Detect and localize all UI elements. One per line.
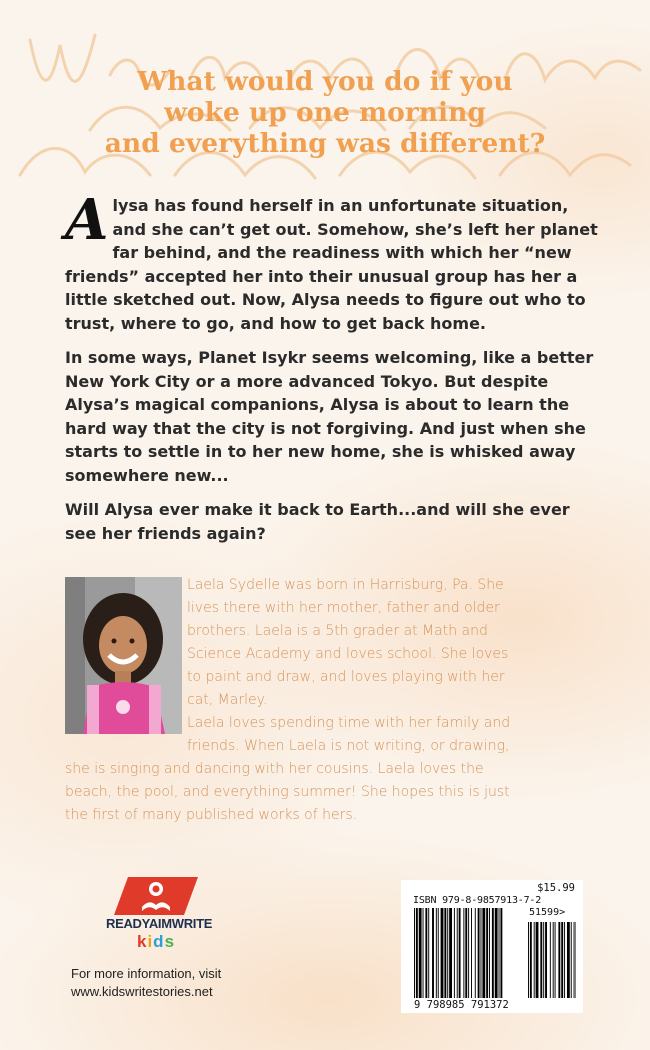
headline-line-3: and everything was different? <box>104 128 546 159</box>
barcode-bar <box>432 908 434 998</box>
barcode-bar <box>457 908 458 998</box>
isbn-number: ISBN 979-8-9857913-7-2 <box>413 895 542 906</box>
kids-letter-s: s <box>164 932 176 951</box>
barcode-addon-bar <box>530 922 532 998</box>
kids-letter-i: i <box>147 932 154 951</box>
publisher-info <box>71 965 221 1001</box>
barcode-bar <box>495 908 498 998</box>
bio-line: Science Academy and loves school. She loves <box>187 646 509 662</box>
isbn-barcode <box>401 880 583 1013</box>
blurb-paragraph-1-text: lysa has found herself in an unfortunate situation, and she can’t get out. Somehow, she’s left her planet far behind, and the readiness with which her “new friends” accepted her into their unusual group has her a little sketched out. Now, Alysa needs to figure out who to trust, where to go, and how to get back home. <box>65 196 598 333</box>
drop-cap: A <box>65 187 109 253</box>
headline <box>40 66 610 159</box>
blurb-paragraph-3: Will Alysa ever make it back to Earth...and will she ever see her friends again? <box>65 500 570 543</box>
barcode-bar <box>489 908 490 998</box>
barcode-bar <box>492 908 494 998</box>
barcode-bar <box>425 908 427 998</box>
barcode-bar <box>436 908 437 998</box>
bio-line: beach, the pool, and everything summer! She hopes this is just <box>65 784 510 800</box>
bio-line: brothers. Laela is a 5th grader at Math and <box>187 623 488 639</box>
bio-line: to paint and draw, and loves playing with her <box>187 669 505 685</box>
barcode-bar <box>444 908 446 998</box>
bio-line: Laela Sydelle was born in Harrisburg, Pa. She <box>187 577 504 593</box>
barcode-addon-bar <box>567 922 570 998</box>
barcode-bar <box>447 908 448 998</box>
barcode-addon-bar <box>555 922 556 998</box>
barcode-addon-bar <box>571 922 572 998</box>
author-bio <box>65 574 535 827</box>
barcode-bar <box>423 908 424 998</box>
barcode-addon-bar <box>545 922 547 998</box>
publisher-name: READYAIMWRITE <box>106 916 213 931</box>
barcode-addon-bar <box>534 922 535 998</box>
barcode-bar <box>449 908 452 998</box>
barcode-bar <box>454 908 455 998</box>
barcode-bar <box>486 908 488 998</box>
barcode-addon-bar <box>558 922 560 998</box>
barcode-bar <box>465 908 467 998</box>
headline-line-2: woke up one morning <box>164 97 486 128</box>
barcode-addon-bar <box>576 922 577 998</box>
kids-letter-k: k <box>136 932 148 951</box>
bio-line: friends. When Laela is not writing, or drawing, <box>187 738 510 754</box>
bio-line: cat, Marley. <box>187 692 268 708</box>
bio-line: she is singing and dancing with her cousins. Laela loves the <box>65 761 484 777</box>
bio-line: lives there with her mother, father and older <box>187 600 500 616</box>
barcode-addon-bar <box>528 922 529 998</box>
barcode-bar <box>419 908 422 998</box>
barcode-bar <box>438 908 439 998</box>
barcode-bar <box>481 908 482 998</box>
barcode-addon-bar <box>540 922 542 998</box>
bio-line: the first of many published works of hers. <box>65 807 358 823</box>
barcode-bar <box>468 908 469 998</box>
barcode-addon-bar <box>561 922 563 998</box>
barcode-addon-bar <box>553 922 554 998</box>
publisher-kids-wordmark <box>106 932 206 952</box>
info-line-1: For more information, visit <box>71 966 222 981</box>
barcode-addon-bar <box>550 922 551 998</box>
barcode-addon-bar <box>536 922 539 998</box>
barcode-bar <box>414 908 415 998</box>
barcode-addon-bar <box>564 922 565 998</box>
barcode-bar <box>441 908 444 998</box>
book-blurb <box>65 187 605 556</box>
blurb-paragraph-2: In some ways, Planet Isykr seems welcoming, like a better New York City or a more advanced Tokyo. But despite Alysa’s magical companions, Alysa is about to learn the hard way that the city is not forgiving. And just when she starts to settle in to her new home, she is whisked away somewhere new... <box>65 348 594 485</box>
barcode-bar <box>471 908 472 998</box>
kids-letter-d: d <box>153 932 165 951</box>
blurb-paragraph-1 <box>65 187 605 335</box>
barcode-addon-bar <box>543 922 544 998</box>
barcode-bar <box>499 908 500 998</box>
barcode-bar <box>416 908 418 998</box>
barcode-bar <box>482 908 485 998</box>
barcode-bar <box>428 908 429 998</box>
barcode-bar <box>478 908 480 998</box>
ean-number: 9 798985 791372 <box>414 999 509 1011</box>
bio-line: Laela loves spending time with her family and <box>187 715 511 731</box>
price-label: $15.99 <box>537 882 575 894</box>
headline-line-1: What would you do if you <box>137 66 513 97</box>
barcode-addon-number: 51599> <box>529 907 566 918</box>
barcode-bars <box>414 908 576 1000</box>
website-link[interactable]: www.kidswritestories.net <box>71 984 213 999</box>
barcode-bar <box>463 908 464 998</box>
barcode-bar <box>459 908 461 998</box>
barcode-bar <box>500 908 502 998</box>
barcode-bar <box>475 908 476 998</box>
barcode-addon-bar <box>574 922 575 998</box>
